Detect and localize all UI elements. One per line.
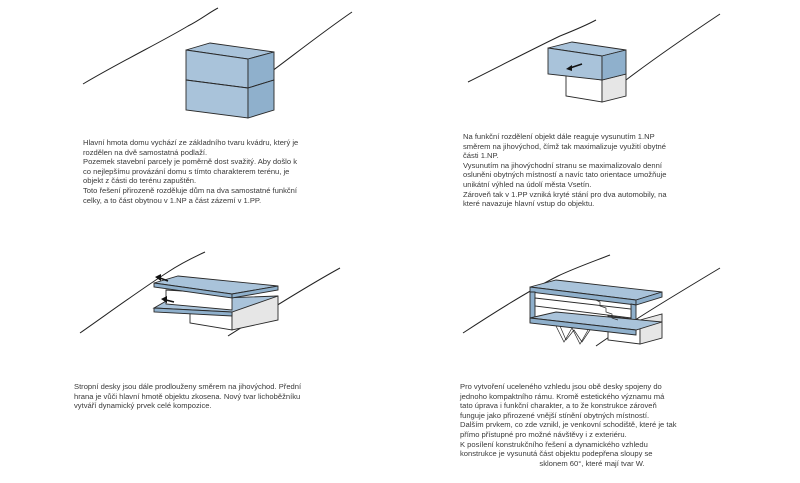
caption-line: co nejlepšímu provázání domu s tímto charakterem terénu, je (83, 166, 290, 176)
caption-line: K posílení konstrukčního řešení a dynamického vzhledu (460, 439, 648, 449)
caption-line: které navazuje hlavní vstup do objektu. (463, 199, 595, 209)
caption-line: směrem na jihovýchod, čímž tak maximalizuje využití obytné (463, 141, 666, 151)
caption-line: tato úprava i funkční charakter, a to že konstrukce zároveň (460, 401, 657, 411)
caption-line: objekt z části do terénu zapuštěn. (83, 176, 197, 186)
caption-line: jednoho kompaktního rámu. Kromě estetického významu má (460, 391, 665, 401)
caption-line: Pozemek stavební parcely je poměrně dost svažitý. Aby došlo k (83, 157, 297, 167)
caption-line: Stropní desky jsou dále prodlouženy směrem na jihovýchod. Přední (74, 382, 302, 391)
caption-line: konstrukce je vysunutá část objektu podepřena sloupy se (460, 449, 653, 459)
lower-volume-side (640, 314, 662, 344)
caption-panel-4 (460, 382, 724, 468)
caption-line: funguje jako přirozené vnější stínění obytných místností. (460, 410, 650, 420)
caption-line: hrana je vůči hlavní hmotě objektu zkosena. Nový tvar lichoběžníku (74, 391, 301, 401)
caption-line: celky, a to část obytnou v 1.NP a část zázemí v 1.PP. (83, 195, 262, 205)
caption-line: Dalším prvkem, co zde vznikl, je venkovní schodiště, které je tak (460, 420, 677, 430)
caption-line: Pro vytvoření uceleného vzhledu jsou obě desky spojeny do (460, 382, 662, 391)
caption-line: Vysunutím na jihovýchodní stranu se maximalizovalo denní (463, 160, 662, 170)
caption-line: Zároveň tak v 1.PP vzniká kryté stání pro dva automobily, na (463, 189, 667, 199)
caption-line: vytváří dynamický prvek celé kompozice. (74, 401, 212, 411)
caption-line: Na funkční rozdělení objekt dále reaguje vysunutím 1.NP (463, 132, 655, 141)
caption-line: unikátní výhled na údolí města Vsetín. (463, 179, 592, 189)
caption-line: Hlavní hmota domu vychází ze základního tvaru kvádru, který je (83, 138, 299, 147)
caption-line: Toto řešení přirozeně rozděluje dům na dva samostatné funkční (83, 185, 298, 195)
caption-line: části 1.NP. (463, 151, 499, 161)
caption-line: osluněni obytných místností a navíc tato orientace umožňuje (463, 170, 667, 180)
caption-line: přímo přístupné pro možné návštěvy i z exteriéru. (460, 429, 627, 439)
caption-line: sklonem 60°, které mají tvar W. (539, 458, 645, 468)
caption-line: rozdělen na dvě samostatná podlaží. (83, 147, 208, 157)
